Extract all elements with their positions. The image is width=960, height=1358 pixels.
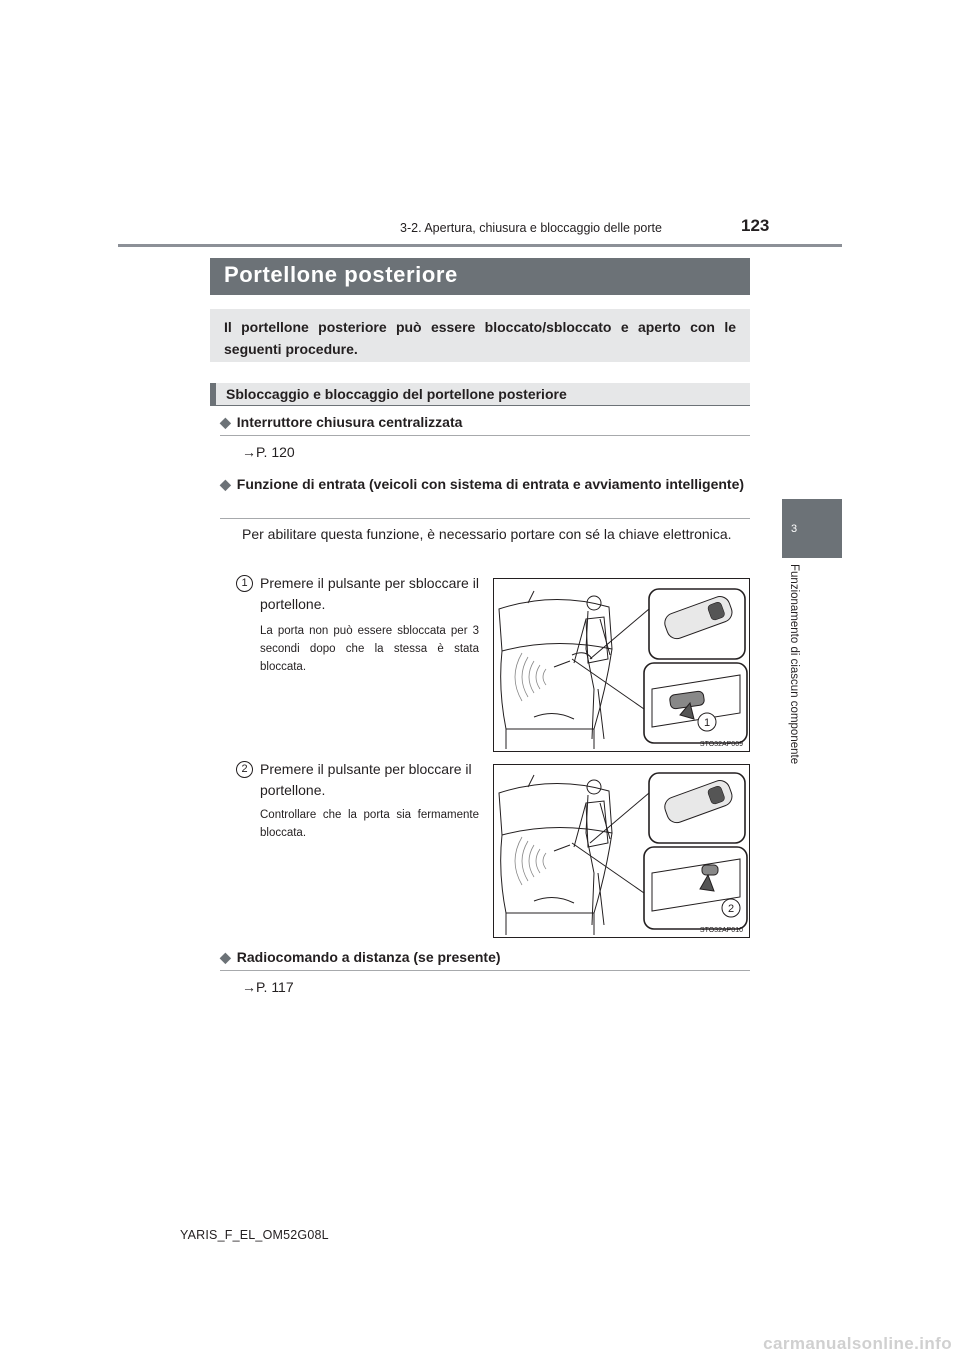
intro-box: Il portellone posteriore può essere bloccato/sbloccato e aperto con le seguenti procedure.	[210, 309, 750, 362]
chapter-tab	[782, 499, 842, 558]
svg-text:1: 1	[703, 717, 711, 729]
page-reference	[242, 979, 294, 995]
header-rule	[118, 244, 842, 247]
document-code: YARIS_F_EL_OM52G08L	[180, 1228, 329, 1242]
illustration-code: STO32AP009	[699, 741, 743, 748]
item-divider	[220, 970, 750, 971]
page-number: 123	[741, 216, 770, 235]
header-section-title: 3-2. Apertura, chiusura e bloccaggio delle porte	[400, 221, 662, 235]
watermark	[750, 1330, 960, 1358]
chapter-tab-number: 3	[790, 523, 798, 535]
reference-text: P. 117	[256, 979, 294, 995]
item-divider	[220, 435, 750, 436]
reference-arrow-icon: →	[242, 444, 256, 460]
step-note: La porta non può essere sbloccata per 3 secondi dopo che la stessa è stata bloccata.	[260, 625, 479, 673]
item-heading-remote-control	[220, 947, 750, 968]
illustration-code: STO32AP010	[699, 927, 743, 934]
chapter-side-label	[786, 564, 802, 804]
item-heading-central-locking	[220, 412, 750, 433]
section-title-bar	[210, 258, 750, 295]
tailgate-illustration-drawing	[494, 765, 750, 938]
diamond-bullet-icon: ◆	[220, 949, 231, 965]
tailgate-illustration-drawing	[494, 579, 750, 752]
item-heading-text: Radiocomando a distanza (se presente)	[236, 949, 501, 965]
step-instruction: Premere il pulsante per bloccare il portellone.	[260, 761, 472, 798]
reference-text: P. 120	[256, 444, 295, 460]
subheading-bar	[210, 383, 750, 406]
step-note: Controllare che la porta sia fermamente bloccata.	[260, 809, 479, 839]
item-divider	[220, 518, 750, 519]
step-number-circle: 1	[236, 575, 253, 592]
watermark-text: carmanualsonline.info	[763, 1334, 952, 1353]
diamond-bullet-icon: ◆	[220, 476, 231, 492]
page-reference	[242, 444, 295, 460]
chapter-side-label-text: Funzionamento di ciascun componente	[788, 564, 800, 765]
item-heading-entry-function	[220, 474, 750, 495]
step-number-circle: 2	[236, 761, 253, 778]
entry-function-paragraph: Per abilitare questa funzione, è necessario portare con sé la chiave elettronica.	[242, 526, 732, 542]
reference-arrow-icon: →	[242, 979, 256, 995]
illustration-unlock-tailgate	[493, 578, 750, 752]
svg-text:2: 2	[727, 903, 735, 915]
illustration-lock-tailgate	[493, 764, 750, 938]
diamond-bullet-icon: ◆	[220, 414, 231, 430]
item-heading-text: Interruttore chiusura centralizzata	[236, 414, 463, 430]
step-instruction: Premere il pulsante per sbloccare il portellone.	[260, 575, 479, 612]
subheading-text: Sbloccaggio e bloccaggio del portellone posteriore	[226, 386, 567, 402]
item-heading-text: Funzione di entrata (veicoli con sistema di entrata e avviamento intelligente)	[236, 476, 745, 492]
section-title: Portellone posteriore	[224, 262, 458, 287]
